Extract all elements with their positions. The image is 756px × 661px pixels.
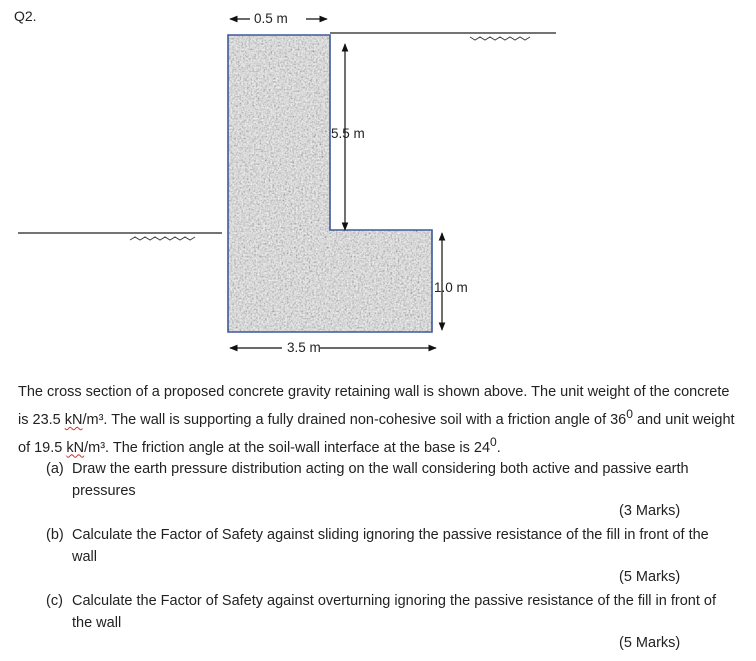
- degree-2: 0: [490, 434, 497, 449]
- part-c-marks: (5 Marks): [619, 635, 681, 651]
- part-a-marks: (3 Marks): [619, 503, 681, 519]
- dim-base-label: 3.5 m: [287, 340, 321, 355]
- concrete-wall: [228, 35, 432, 332]
- part-a: [46, 458, 736, 502]
- part-b-letter: (b): [46, 527, 64, 543]
- retained-soil-hatch: [470, 37, 530, 40]
- problem-statement: The cross section of a proposed concrete gravity retaining wall is shown above. The unit weight of the concrete is 23.5 kN/m³. The wall is supporting a fully drained non-cohesive soil with a friction angle of $36^0$ and unit weight of 19.5 kN/m³. The friction angle at the soil-wall interface at the base is $24^0$.: [18, 384, 735, 456]
- part-b-text: Calculate the Factor of Safety against sliding ignoring the passive resistance of the fill in front of the wall: [72, 527, 709, 565]
- unit-kn-2: kN: [66, 439, 85, 456]
- part-c-text: Calculate the Factor of Safety against overturning ignoring the passive resistance of the fill in front of the wall: [72, 593, 716, 631]
- part-b-marks: (5 Marks): [619, 569, 681, 585]
- part-c-letter: (c): [46, 593, 63, 609]
- front-soil-hatch: [130, 237, 195, 240]
- dim-height-label: 5.5 m: [331, 126, 365, 141]
- part-b: [46, 524, 736, 568]
- unit-kn-1: kN: [64, 411, 83, 428]
- degree-1: 0: [626, 407, 633, 421]
- dim-toe-label: 1.0 m: [434, 280, 468, 295]
- part-a-letter: (a): [46, 461, 64, 477]
- dim-top-label: 0.5 m: [254, 11, 288, 26]
- part-c: [46, 590, 736, 634]
- part-a-text: Draw the earth pressure distribution acting on the wall considering both active and passive earth pressures: [72, 461, 689, 499]
- question-label: Q2.: [14, 8, 37, 24]
